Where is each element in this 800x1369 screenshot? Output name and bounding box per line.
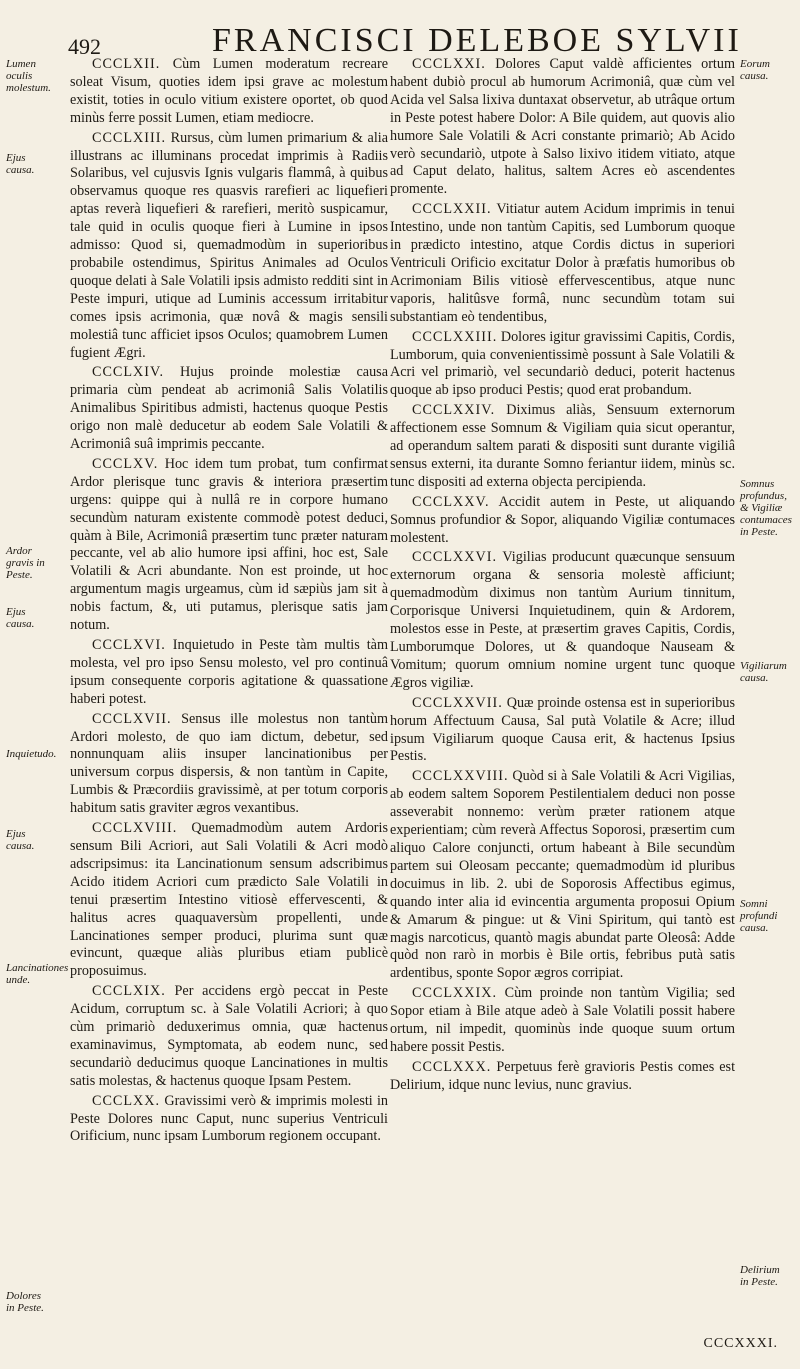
paragraph-number: CCCLXXI. [412,56,486,72]
paragraph-text: Per accidens ergò peccat in Peste Acidum, corruptum sc. à Sale Volatili Acriori; à quo cùm primariò deduxerimus omnia, quæ hactenus examinavimus, Symptomata, ab eodem nunc, sed secundariò deducimus quoque Lancinationes in multis satis molestas, & hactenus quoque Ipsam Pestem. [70,983,388,1089]
margin-note-left: Lumen oculis molestum. [6,58,51,94]
paragraph-text: Gravissimi verò & imprimis molesti in Peste Dolores nunc Caput, nunc superius Ventriculi Orificium, nunc ipsam Lumborum regionem occupant. [70,1092,389,1145]
paragraph-text: Quòd si à Sale Volatili & Acri Vigilias, ab eodem saltem Soporem Pestilentialem deduci non posse asseverabit nonnemo: verùm præter rationem atque experientiam; cùm reverà Affectus Soporosi, præsertim cum aliquo Calore conjuncti, ortum habeant à Bile secundùm partem sui Oleosam peccante; quemadmodùm id pluribus docuimus in lib. 2. ubi de Soporosis Affectibus egimus, quando inter alia id evincentia argumenta proposui Opium & Amarum & pingue: ut & Vini Spiritum, qui tantò est magis narcoticus, quantò magis abundat parte Oleosâ: Adde quòd non rarò in morbis è Bile ortis, febribus putà satis ardentibus, sponte Sopor ægros corripiat. [390,768,736,982]
margin-note-left: Ardor gravis in Peste. [6,545,45,581]
running-head: FRANCISCI DELEBOE SYLVII [212,22,742,59]
paragraph-text: Perpetuus ferè gravioris Pestis comes est Delirium, idque nunc levius, nunc gravius. [390,1058,736,1093]
margin-note-left: Dolores in Peste. [6,1290,44,1314]
paragraph [70,456,388,635]
paragraph-text: Inquietudo in Peste tàm multis tàm molesta, vel pro ipso Sensu molesto, vel pro continuâ ipsum consequente corporis agitatione & quassatione haberi potest. [70,637,388,707]
paragraph-text: Diximus aliàs, Sensuum externorum affectionem esse Somnum & Vigiliam quia sicut operantur, ad operandum saltem parati & dispositi sunt durante vigiliâ sensus externi, ita durante Somno feriantur iidem, minùs sc. tunc dispositi ad externa objecta percipienda. [390,402,736,490]
page-header [0,14,800,59]
paragraph-number: CCCLXIX. [92,983,166,1000]
page-number: 492 [68,34,101,59]
margin-note-left: Ejus causa. [6,828,35,852]
paragraph [390,494,735,548]
paragraph [390,768,735,983]
paragraph-text: Vigilias producunt quæcunque sensuum externorum organa & sensoria molestè afficiunt; quemadmodùm diximus non tantùm Aurium tinnitum, Corporisque Universi Inquietudinem, quin & Ardorem, molestos esse in Peste, at præsertim graves Capitis, Cordis, Lumborumque Dolores, ut & quandoque Nauseam & Vomitum; quorum omnium nomine urgent tunc quoque Ægros vigiliæ. [390,549,736,691]
paragraph-text: Hujus proinde molestiæ causa primaria cùm pendeat ab acrimoniâ Salis Volatilis Animalibus Spiritibus admisti, hactenus quoque Pestis origo non malè deducetur ab eodem Sale Volatili & Acrimoniâ suâ imprimis peccante. [70,364,389,453]
paragraph-text: Vitiatur autem Acidum imprimis in tenui Intestino, unde non tantùm Capitis, sed Lumborum quoque in prædicto intestino, atque Cordis dictus in superiori Ventriculi Orificio excitatur Dolor à præfatis humoribus ob Acrimoniam Bilis vitiosè effervescentibus, atque nunc vaporis, halitûsve formâ, nunc secundùm totam sui substantiam eò tendentibus, [390,201,735,325]
paragraph [70,1093,388,1147]
paragraph [390,201,735,326]
paragraph [70,130,388,363]
catchword: CCCXXXI. [703,1336,778,1351]
paragraph-text: Quæ proinde ostensa est in superioribus horum Affectuum Causa, Sal putà Volatile & Acre; illud ipsum Vigiliarum quoque Causa erit, & hactenus Ipsius Pestis. [390,694,736,765]
paragraph [390,549,735,692]
paragraph-number: CCCLXX. [92,1092,161,1109]
paragraph-number: CCCLXXVII. [412,694,503,711]
paragraph-number: CCCLXXIX. [412,985,498,1002]
paragraph-number: CCCLXXX. [412,1058,492,1075]
margin-note-right: Somnus profundus, & Vigiliæ contumaces in Peste. [740,478,792,538]
paragraph-number: CCCLXIV. [92,364,164,381]
paragraph-text: Dolores Caput valdè afficientes ortum habent dubiò procul ab humorum Acrimoniâ, quæ cùm vel Acida vel Salsa lixiva duntaxat observetur, ab utrâque ortum in Peste potest habere Dolor: A Bile quidem, aut quovis alio humore Sale Volatili & Acri constante primariò; Ab Acido verò secundariò, utpote à Salso lixivo itidem vitiato, atque ad Caput delato, halitus, saltem Acres eò ascendentes promente. [390,56,735,198]
text-column-left [70,56,388,1148]
paragraph-text: Dolores igitur gravissimi Capitis, Cordis, Lumborum, quia convenientissimè possunt à Sale Volatili & Acri vel primariò, vel secundariò deduci, poterit hactenus quoque ab ipso produci Pestis; quod erat probandum. [390,328,735,399]
paragraph-number: CCCLXXVIII. [412,768,509,785]
paragraph-text: Accidit autem in Peste, ut aliquando Somnus profundior & Sopor, aliquando Vigiliæ contumaces molestent. [390,493,736,546]
margin-note-right: Eorum causa. [740,58,770,82]
paragraph-number: CCCLXXV. [412,493,490,510]
paragraph-number: CCCLXVII. [92,710,172,727]
paragraph [390,695,735,767]
paragraph-number: CCCLXII. [92,56,161,72]
paragraph-text: Cùm Lumen moderatum recreare soleat Visum, quoties idem ipsi grave ac molestum existit, toties in oculo vitium existere oportet, ob quod minùs ferre possit Lumen, etiam mediocre. [70,56,388,126]
margin-note-right: Vigiliarum causa. [740,660,787,684]
margin-note-left: Ejus causa. [6,606,35,630]
paragraph [70,711,388,818]
margin-note-left: Lancinationes unde. [6,962,69,986]
margin-note-left: Inquietudo. [6,748,57,760]
paragraph [390,56,735,199]
paragraph-text: Sensus ille molestus non tantùm Ardori molesto, de quo iam dictum, debetur, sed nonnunquam aliis insuper lancinationibus per universum corpus dispersis, & non tantùm in Capite, Lumbis & Præcordiis gravissimè, at per totum corporis habitum satis graviter ægros vexantibus. [70,710,389,817]
paragraph [390,985,735,1057]
paragraph-number: CCCLXVIII. [92,820,178,837]
paragraph-number: CCCLXXIII. [412,328,498,345]
paragraph-number: CCCLXV. [92,455,159,472]
paragraph [70,637,388,709]
paragraph-text: Cùm proinde non tantùm Vigilia; sed Sopor etiam à Bile atque adeò à Sale Volatili possit habere ortum, nil impedit, quominùs inde quoque suum ortum habere possit Pestis. [390,985,736,1055]
margin-note-left: Ejus causa. [6,152,35,176]
paragraph [390,1059,735,1095]
paragraph [70,820,388,981]
text-column-right [390,56,735,1097]
margin-note-right: Delirium in Peste. [740,1264,780,1288]
paragraph [70,983,388,1090]
paragraph [390,402,735,492]
paragraph [70,56,388,128]
paragraph-text: Rursus, cùm lumen primarium & alia illustrans ac illuminans procedat imprimis à Radiis Solaribus, vel cujusvis Ignis vulgaris flammâ, à quibus observamus quoque res quasvis rarefieri ac liquefieri aptas reverà liquefieri & rarefieri, meritò suspicamur, tale quid in oculis quoque fieri à Lumine in ipsos admisso: Quod si, quemadmodùm in superioribus probabile ostendimus, Spiritus Animales ad Oculos quoque delati à Sale Volatili ipsis admisto redditi sint in Peste impuri, utique ad Luminis accessum irritabitur comes ipsis acrimonia, quæ novâ & magis sensili molestiâ tunc afficiet ipsos Oculos; quamobrem Lumen fugient Ægri. [70,129,388,361]
paragraph [70,364,388,454]
paragraph-text: Hoc idem tum probat, tum confirmat Ardor plerisque tunc gravis & interiora præsertim urgens: quippe qui à nullâ re in corpore humano secundùm naturam existente commodè potest deduci, quàm à Bile, Acrimoniâ præsertim tunc præter naturam peccante, vel ab alio humore ipsi affini, hoc est, Sale Volatili & Acri abundante. Non est proinde, ut hoc argumentum magis urgeamus, cùm id sæpiùs jam sit à nobis factum, &, uti putamus, plerisque satis jam notum. [70,455,389,634]
margin-note-right: Somni profundi causa. [740,898,778,934]
paragraph-number: CCCLXXVI. [412,549,498,566]
paragraph-number: CCCLXVI. [92,637,166,653]
paragraph-text: Quemadmodùm autem Ardoris sensum Bili Acriori, aut Sali Volatili & Acri modò adscripsimus: ita Lancinationum sensum adscribimus Acido itidem Acriori cum prædicto Sale Volatili in tenui præsertim Intestino vitiosè effervescenti, & halitus acres quaquaversùm propellenti, unde Lancinationes semper produci, plurima sunt quæ evincunt, quæque aliàs pluribus etiam publicè proposuimus. [70,820,388,980]
paragraph-number: CCCLXXII. [412,201,492,218]
paragraph [390,329,735,401]
paragraph-number: CCCLXXIV. [412,402,496,419]
paragraph-number: CCCLXIII. [92,129,167,146]
